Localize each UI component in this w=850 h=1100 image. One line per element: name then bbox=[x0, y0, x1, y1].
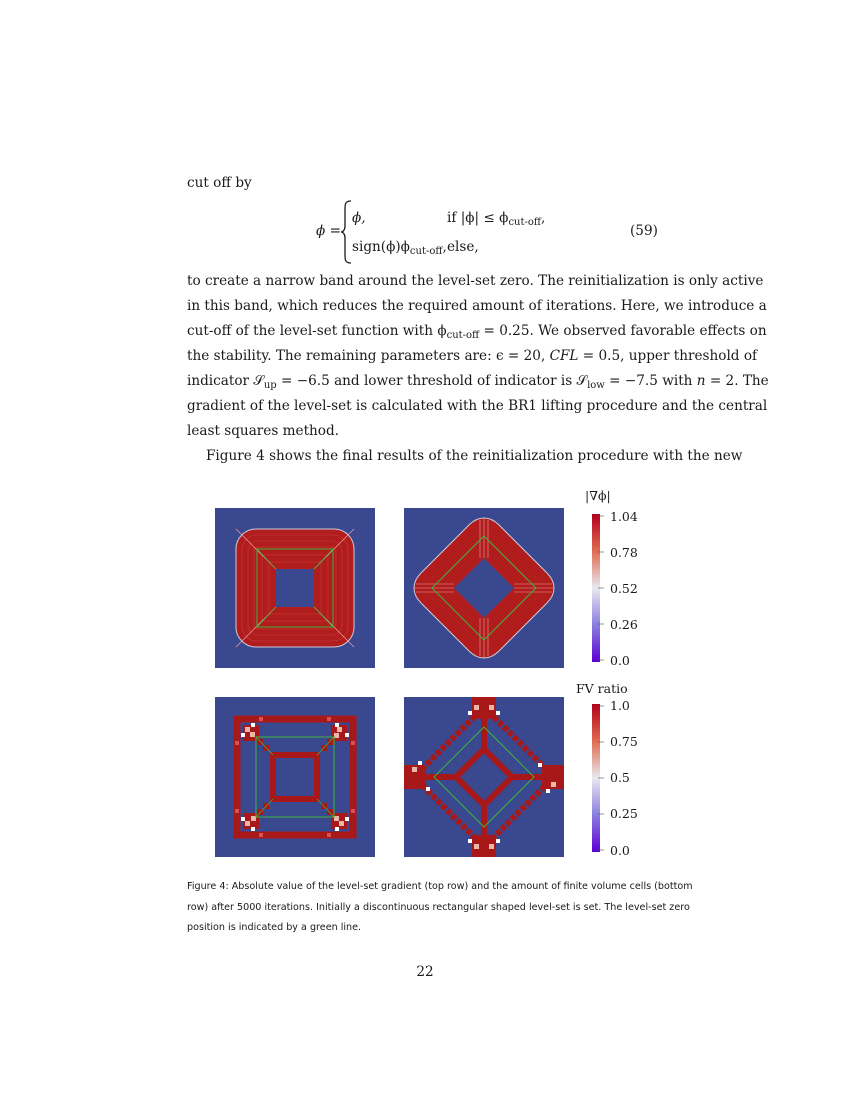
equation-brace bbox=[340, 200, 352, 264]
colorbar-tick: 0.78 bbox=[610, 545, 638, 560]
equation-number: (59) bbox=[630, 223, 658, 239]
paragraph-line: cut-off of the level-set function with $\phi_{cut-off} = 0.25$. We observed favorable effects on bbox=[187, 323, 767, 341]
colorbar-tick: 0.75 bbox=[610, 734, 638, 749]
panel-fv-square bbox=[215, 697, 375, 857]
panel-gradient-diamond bbox=[404, 508, 564, 668]
colorbar-tick: 0.5 bbox=[610, 770, 630, 785]
colorbar-tick: 0.0 bbox=[610, 843, 630, 858]
caption-line: Figure 4: Absolute value of the level-set gradient (top row) and the amount of finite volume cells (bottom bbox=[187, 881, 693, 892]
caption-line: position is indicated by a green line. bbox=[187, 922, 362, 933]
colorbar-top-title: |∇ϕ| bbox=[585, 488, 611, 503]
equation-case1-condition: if $|\phi| \le \phi_{cut-off}$, bbox=[447, 210, 546, 228]
paragraph-line: gradient of the level-set is calculated with the BR1 lifting procedure and the central bbox=[187, 398, 768, 414]
colorbar-tick: 0.25 bbox=[610, 806, 638, 821]
page-number: 22 bbox=[416, 964, 434, 980]
colorbar-bottom-title: FV ratio bbox=[576, 681, 628, 696]
caption-line: row) after 5000 iterations. Initially a discontinuous rectangular shaped level-set is set. The level-set zero bbox=[187, 902, 690, 913]
equation-case2-condition: else, bbox=[447, 239, 479, 255]
paragraph-line: in this band, which reduces the required amount of iterations. Here, we introduce a bbox=[187, 298, 767, 314]
paragraph-line: indicator 𝒮$_{up}$ = −6.5 and lower threshold of indicator is 𝒮$_{low}$ = −7.5 with n = 2. The bbox=[187, 373, 769, 391]
panel-fv-diamond bbox=[404, 697, 564, 857]
paragraph-line: to create a narrow band around the level-set zero. The reinitialization is only active bbox=[187, 273, 764, 289]
equation-case2-value: $sign(\phi)\phi_{cut-off}$, bbox=[352, 239, 447, 257]
paragraph-line: Figure 4 shows the final results of the reinitialization procedure with the new bbox=[206, 448, 743, 464]
colorbar-tick: 1.04 bbox=[610, 509, 638, 524]
equation-lhs: ϕ = bbox=[316, 223, 341, 239]
paragraph-line: least squares method. bbox=[187, 423, 339, 439]
equation-case1-value: ϕ, bbox=[352, 210, 366, 226]
colorbar-top bbox=[592, 514, 604, 662]
colorbar-tick: 0.0 bbox=[610, 653, 630, 668]
paragraph-line: the stability. The remaining parameters are: ϵ = 20, CFL = 0.5, upper threshold of bbox=[187, 348, 758, 364]
intro-text: cut off by bbox=[187, 175, 252, 191]
colorbar-bottom bbox=[592, 704, 604, 852]
panel-gradient-square bbox=[215, 508, 375, 668]
colorbar-tick: 0.52 bbox=[610, 581, 638, 596]
colorbar-tick: 0.26 bbox=[610, 617, 638, 632]
colorbar-tick: 1.0 bbox=[610, 698, 630, 713]
